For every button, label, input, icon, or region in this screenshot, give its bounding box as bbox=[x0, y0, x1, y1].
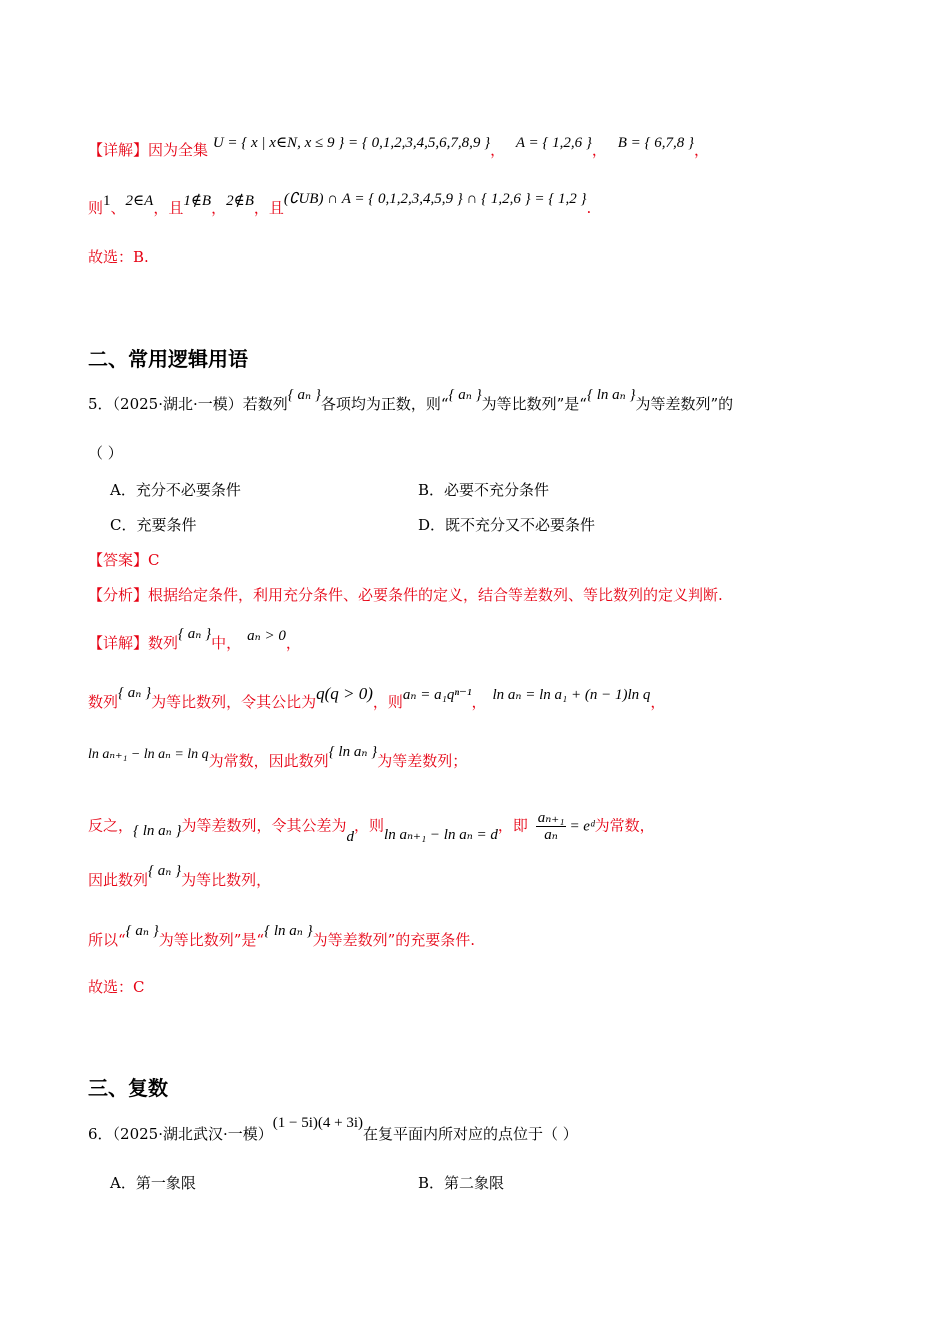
text: 若数列 bbox=[242, 395, 288, 413]
math: = eᵈ bbox=[569, 818, 595, 835]
text: ， bbox=[211, 199, 227, 217]
math: { aₙ } bbox=[287, 387, 321, 403]
text: 则 bbox=[88, 199, 104, 217]
question-text: 在复平面内所对应的点位于（ ） bbox=[363, 1125, 578, 1143]
math: 1∉B bbox=[183, 193, 212, 209]
math: d bbox=[346, 828, 355, 845]
question-number: 5． bbox=[88, 395, 113, 413]
set-b-expression: B = { 6,7,8 } bbox=[617, 135, 694, 151]
math: { aₙ } bbox=[148, 863, 182, 879]
q5-blank: （ ） bbox=[88, 444, 123, 462]
separator: ， bbox=[591, 141, 607, 159]
set-u-expression: U = { x | x∈N, x ≤ 9 } = { 0,1,2,3,4,5,6,7,8,9 } bbox=[212, 135, 491, 151]
text: ， bbox=[471, 693, 487, 711]
text: 中， bbox=[211, 634, 242, 652]
complex-expression: (1 − 5i)(4 + 3i) bbox=[272, 1115, 363, 1131]
math: { ln aₙ } bbox=[328, 744, 378, 760]
section-title-complex: 三、复数 bbox=[88, 1076, 168, 1100]
section-title-logic: 二、常用逻辑用语 bbox=[88, 347, 248, 371]
q5-option-c: C．充要条件 bbox=[110, 516, 197, 534]
complement-intersection-expression: (∁UB) ∩ A = { 0,1,2,3,4,5,9 } ∩ { 1,2,6 } = { 1,2 } bbox=[283, 191, 587, 207]
analysis-label: 【分析】 bbox=[88, 586, 149, 604]
detail-text: 因为全集 bbox=[148, 141, 209, 159]
text: 所以“ bbox=[88, 931, 126, 949]
text: 各项均为正数，则“ bbox=[320, 395, 449, 413]
q5-detail-line-4 bbox=[88, 810, 655, 843]
analysis-text: 根据给定条件，利用充分条件、必要条件的定义，结合等差数列、等比数列的定义判断. bbox=[148, 586, 723, 604]
q5-detail-line-3 bbox=[88, 744, 468, 774]
math: 2∉B bbox=[226, 193, 254, 209]
text: ，则 bbox=[354, 816, 385, 835]
math: { aₙ } bbox=[118, 685, 152, 701]
q5-detail-line-2 bbox=[88, 684, 666, 714]
q5-detail-line-5 bbox=[88, 863, 272, 892]
separator: ， bbox=[490, 141, 506, 159]
text: 为等比数列， bbox=[181, 871, 272, 889]
math: { aₙ } bbox=[178, 626, 212, 642]
q5-detail-line-6 bbox=[88, 923, 476, 952]
q6-option-b: B．第二象限 bbox=[418, 1174, 505, 1192]
text: . bbox=[586, 199, 592, 217]
math: ln aₙ = ln a₁ + (n − 1)ln q bbox=[492, 687, 651, 703]
separator: ， bbox=[693, 141, 709, 159]
q5-option-b: B．必要不充分条件 bbox=[418, 481, 550, 499]
math: ln aₙ₊₁ − ln aₙ = ln q bbox=[88, 747, 209, 762]
text: 为等差数列”的充要条件. bbox=[312, 931, 476, 949]
text: 为等差数列”的 bbox=[635, 395, 734, 413]
math: q(q > 0) bbox=[316, 684, 373, 703]
text: 为等比数列，令其公比为 bbox=[151, 693, 317, 711]
text: 为等差数列，令其公差为 bbox=[181, 816, 347, 835]
q4-answer: 故选：B. bbox=[88, 248, 149, 266]
q5-detail-line-1 bbox=[88, 626, 301, 655]
text: 为常数，因此数列 bbox=[208, 752, 329, 770]
set-a-expression: A = { 1,2,6 } bbox=[515, 135, 592, 151]
fraction-numerator: aₙ₊₁ bbox=[537, 810, 565, 826]
text: 为等比数列”是“ bbox=[158, 931, 265, 949]
text: 为常数， bbox=[594, 816, 655, 835]
math: { ln aₙ } bbox=[586, 387, 636, 403]
text: 为等差数列； bbox=[377, 752, 468, 770]
text: 因此数列 bbox=[88, 871, 149, 889]
math: { ln aₙ } bbox=[264, 923, 313, 939]
fraction-denominator: aₙ bbox=[544, 827, 558, 843]
text: 数列 bbox=[148, 634, 179, 652]
q5-answer bbox=[88, 549, 160, 571]
question-source: （2025·湖北武汉·一模） bbox=[112, 1125, 273, 1143]
q5-option-d: D．既不充分又不必要条件 bbox=[418, 516, 596, 534]
text: ， bbox=[650, 693, 666, 711]
detail-label: 【详解】 bbox=[88, 634, 149, 652]
text: ，即 bbox=[497, 816, 528, 835]
math: { aₙ } bbox=[125, 923, 159, 939]
q5-stem bbox=[88, 387, 734, 416]
math: { aₙ } bbox=[448, 387, 482, 403]
question-source: （2025·湖北·一模） bbox=[112, 395, 243, 413]
q6-stem bbox=[88, 1115, 578, 1146]
q6-option-a: A．第一象限 bbox=[110, 1174, 196, 1192]
text: 、 bbox=[110, 199, 126, 217]
answer-label: 【答案】 bbox=[88, 551, 149, 569]
text: ，且 bbox=[153, 199, 184, 217]
q4-detail-line-1 bbox=[88, 135, 709, 162]
text: 数列 bbox=[88, 693, 119, 711]
math: aₙ = a₁qⁿ⁻¹ bbox=[402, 687, 472, 703]
text: 为等比数列”是“ bbox=[481, 395, 587, 413]
math: 2∈A bbox=[125, 193, 154, 209]
math: 1 bbox=[103, 193, 111, 209]
q5-option-a: A．充分不必要条件 bbox=[110, 481, 241, 499]
text: ，且 bbox=[253, 199, 284, 217]
question-number: 6． bbox=[88, 1125, 113, 1143]
ratio-fraction bbox=[536, 810, 567, 843]
q4-detail-line-2 bbox=[88, 191, 592, 220]
q5-analysis bbox=[88, 584, 723, 606]
detail-label: 【详解】 bbox=[88, 141, 149, 159]
text: ， bbox=[285, 634, 301, 652]
text: ，则 bbox=[372, 693, 403, 711]
math: ln aₙ₊₁ − ln aₙ = d bbox=[384, 826, 498, 843]
text: 反之， bbox=[88, 816, 134, 835]
math: { ln aₙ } bbox=[133, 822, 182, 839]
q5-final-answer: 故选：C bbox=[88, 978, 145, 996]
answer-value: C bbox=[148, 551, 160, 569]
math: aₙ > 0 bbox=[247, 628, 286, 644]
